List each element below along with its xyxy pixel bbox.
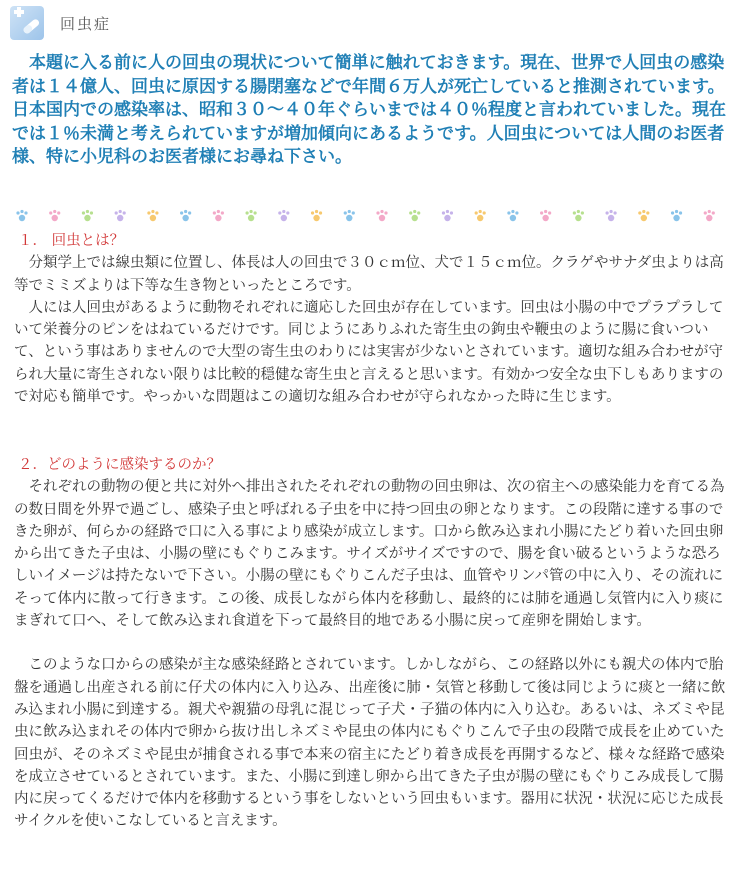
paw-icon xyxy=(507,210,518,221)
paw-icon xyxy=(278,210,289,221)
paw-icon xyxy=(671,210,682,221)
paw-icon xyxy=(147,210,158,221)
paw-icon xyxy=(213,210,224,221)
section-heading: ２．どのように感染するのか？ xyxy=(18,457,221,473)
page-header xyxy=(10,6,730,40)
section-infection-route xyxy=(14,454,730,833)
paw-icon xyxy=(475,210,486,221)
section-what-is-roundworm xyxy=(14,230,730,408)
paw-icon xyxy=(311,210,322,221)
paw-icon xyxy=(245,210,256,221)
section-paragraph: 人には人回虫があるように動物それぞれに適応した回虫が存在しています。回虫は小腸の中でプラプラしていて栄養分のピンをはねているだけです。同じようにありふれた寄生虫の鉤虫や鞭虫のように腸に食いついて、という事はありませんので大型の寄生虫のわりには実害が少ないとされています。適切な組み合わせが守られ大量に寄生されない限りは比較的穏健な寄生虫と言えると思います。有効かつ安全な虫下しもありますので対応も簡単です。やっかいな問題はこの適切な組み合わせが守られなかった時に生じます。 xyxy=(14,299,724,406)
paw-icon xyxy=(409,210,420,221)
paw-icon xyxy=(115,210,126,221)
intro-paragraph: 本題に入る前に人の回虫の現状について簡単に触れておきます。現在、世界で人回虫の感染者は１４億人、回虫に原因する腸閉塞などで年間６万人が死亡していると推測されています。日本国内での感染率は、昭和３０～４０年ぐらいまでは４０％程度と言われていました。現在では１％未満と考えられていますが増加傾向にあるようです。人回虫については人間のお医者様、特に小児科のお医者様にお尋ね下さい。 xyxy=(12,53,726,167)
section-paragraph: 分類学上では線虫類に位置し、体長は人の回虫で３０ｃｍ位、犬で１５ｃｍ位。クラゲやサナダ虫よりは高等でミミズよりは下等な生き物といったところです。 xyxy=(14,255,724,294)
paw-icon xyxy=(376,210,387,221)
paw-icon xyxy=(540,210,551,221)
paw-icon xyxy=(704,210,715,221)
section-heading: １． 回虫とは？ xyxy=(18,233,125,249)
paw-icon xyxy=(573,210,584,221)
paw-icon xyxy=(82,210,93,221)
medical-logo-icon xyxy=(10,6,44,40)
paw-icon xyxy=(49,210,60,221)
paw-icon xyxy=(442,210,453,221)
paw-icon xyxy=(344,210,355,221)
section-paragraph: このような口からの感染が主な感染経路とされています。しかしながら、この経路以外にも親犬の体内で胎盤を通過し出産される前に仔犬の体内に入り込み、出産後に肺・気管と移動して後は同じように痰と一緒に飲み込まれ小腸に到達する。親犬や親猫の母乳に混じって子犬・子猫の体内に入り込む。あるいは、ネズミや昆虫に飲み込まれその体内で卵から抜け出しネズミや昆虫の体内にもぐりこんで子虫の段階で成長を止めていた回虫が、そのネズミや昆虫が捕食される事で本来の宿主にたどり着き成長を再開するなど、様々な経路で感染を成立させているとされています。また、小腸に到達し卵から出てきた子虫が腸の壁にもぐりこみ成長して腸内に戻ってくるだけで体内を移動するという事をしないという回虫もいます。器用に状況・状況に応じた成長サイクルを使いこなしていると言えます。 xyxy=(14,657,726,830)
section-paragraph: それぞれの動物の便と共に対外へ排出されたそれぞれの動物の回虫卵は、次の宿主への感染能力を育てる為の数日間を外界で過ごし、感染子虫と呼ばれる子虫を中に持つ回虫の卵となります。この段階に達する事のできた卵が、何らかの経路で口に入る事により感染が成立します。口から飲み込まれ小腸にたどり着いた回虫卵から出てきた子虫は、小腸の壁にもぐりこみます。サイズがサイズですので、腸を食い破るというような恐ろしいイメージは持たないで下さい。小腸の壁にもぐりこんだ子虫は、血管やリンパ管の中に入り、その流れにそって体内に散って行きます。この後、成長しながら体内を移動し、最終的には肺を通過し気管内に入り痰にまぎれて口へ、そして飲み込まれ食道を下って最終目的地である小腸に戻って産卵を開始します。 xyxy=(14,479,725,630)
paw-icon xyxy=(605,210,616,221)
paw-divider xyxy=(12,208,732,224)
paw-icon xyxy=(638,210,649,221)
paw-icon xyxy=(16,210,27,221)
page-title: 回虫症 xyxy=(60,14,112,33)
paw-icon xyxy=(180,210,191,221)
